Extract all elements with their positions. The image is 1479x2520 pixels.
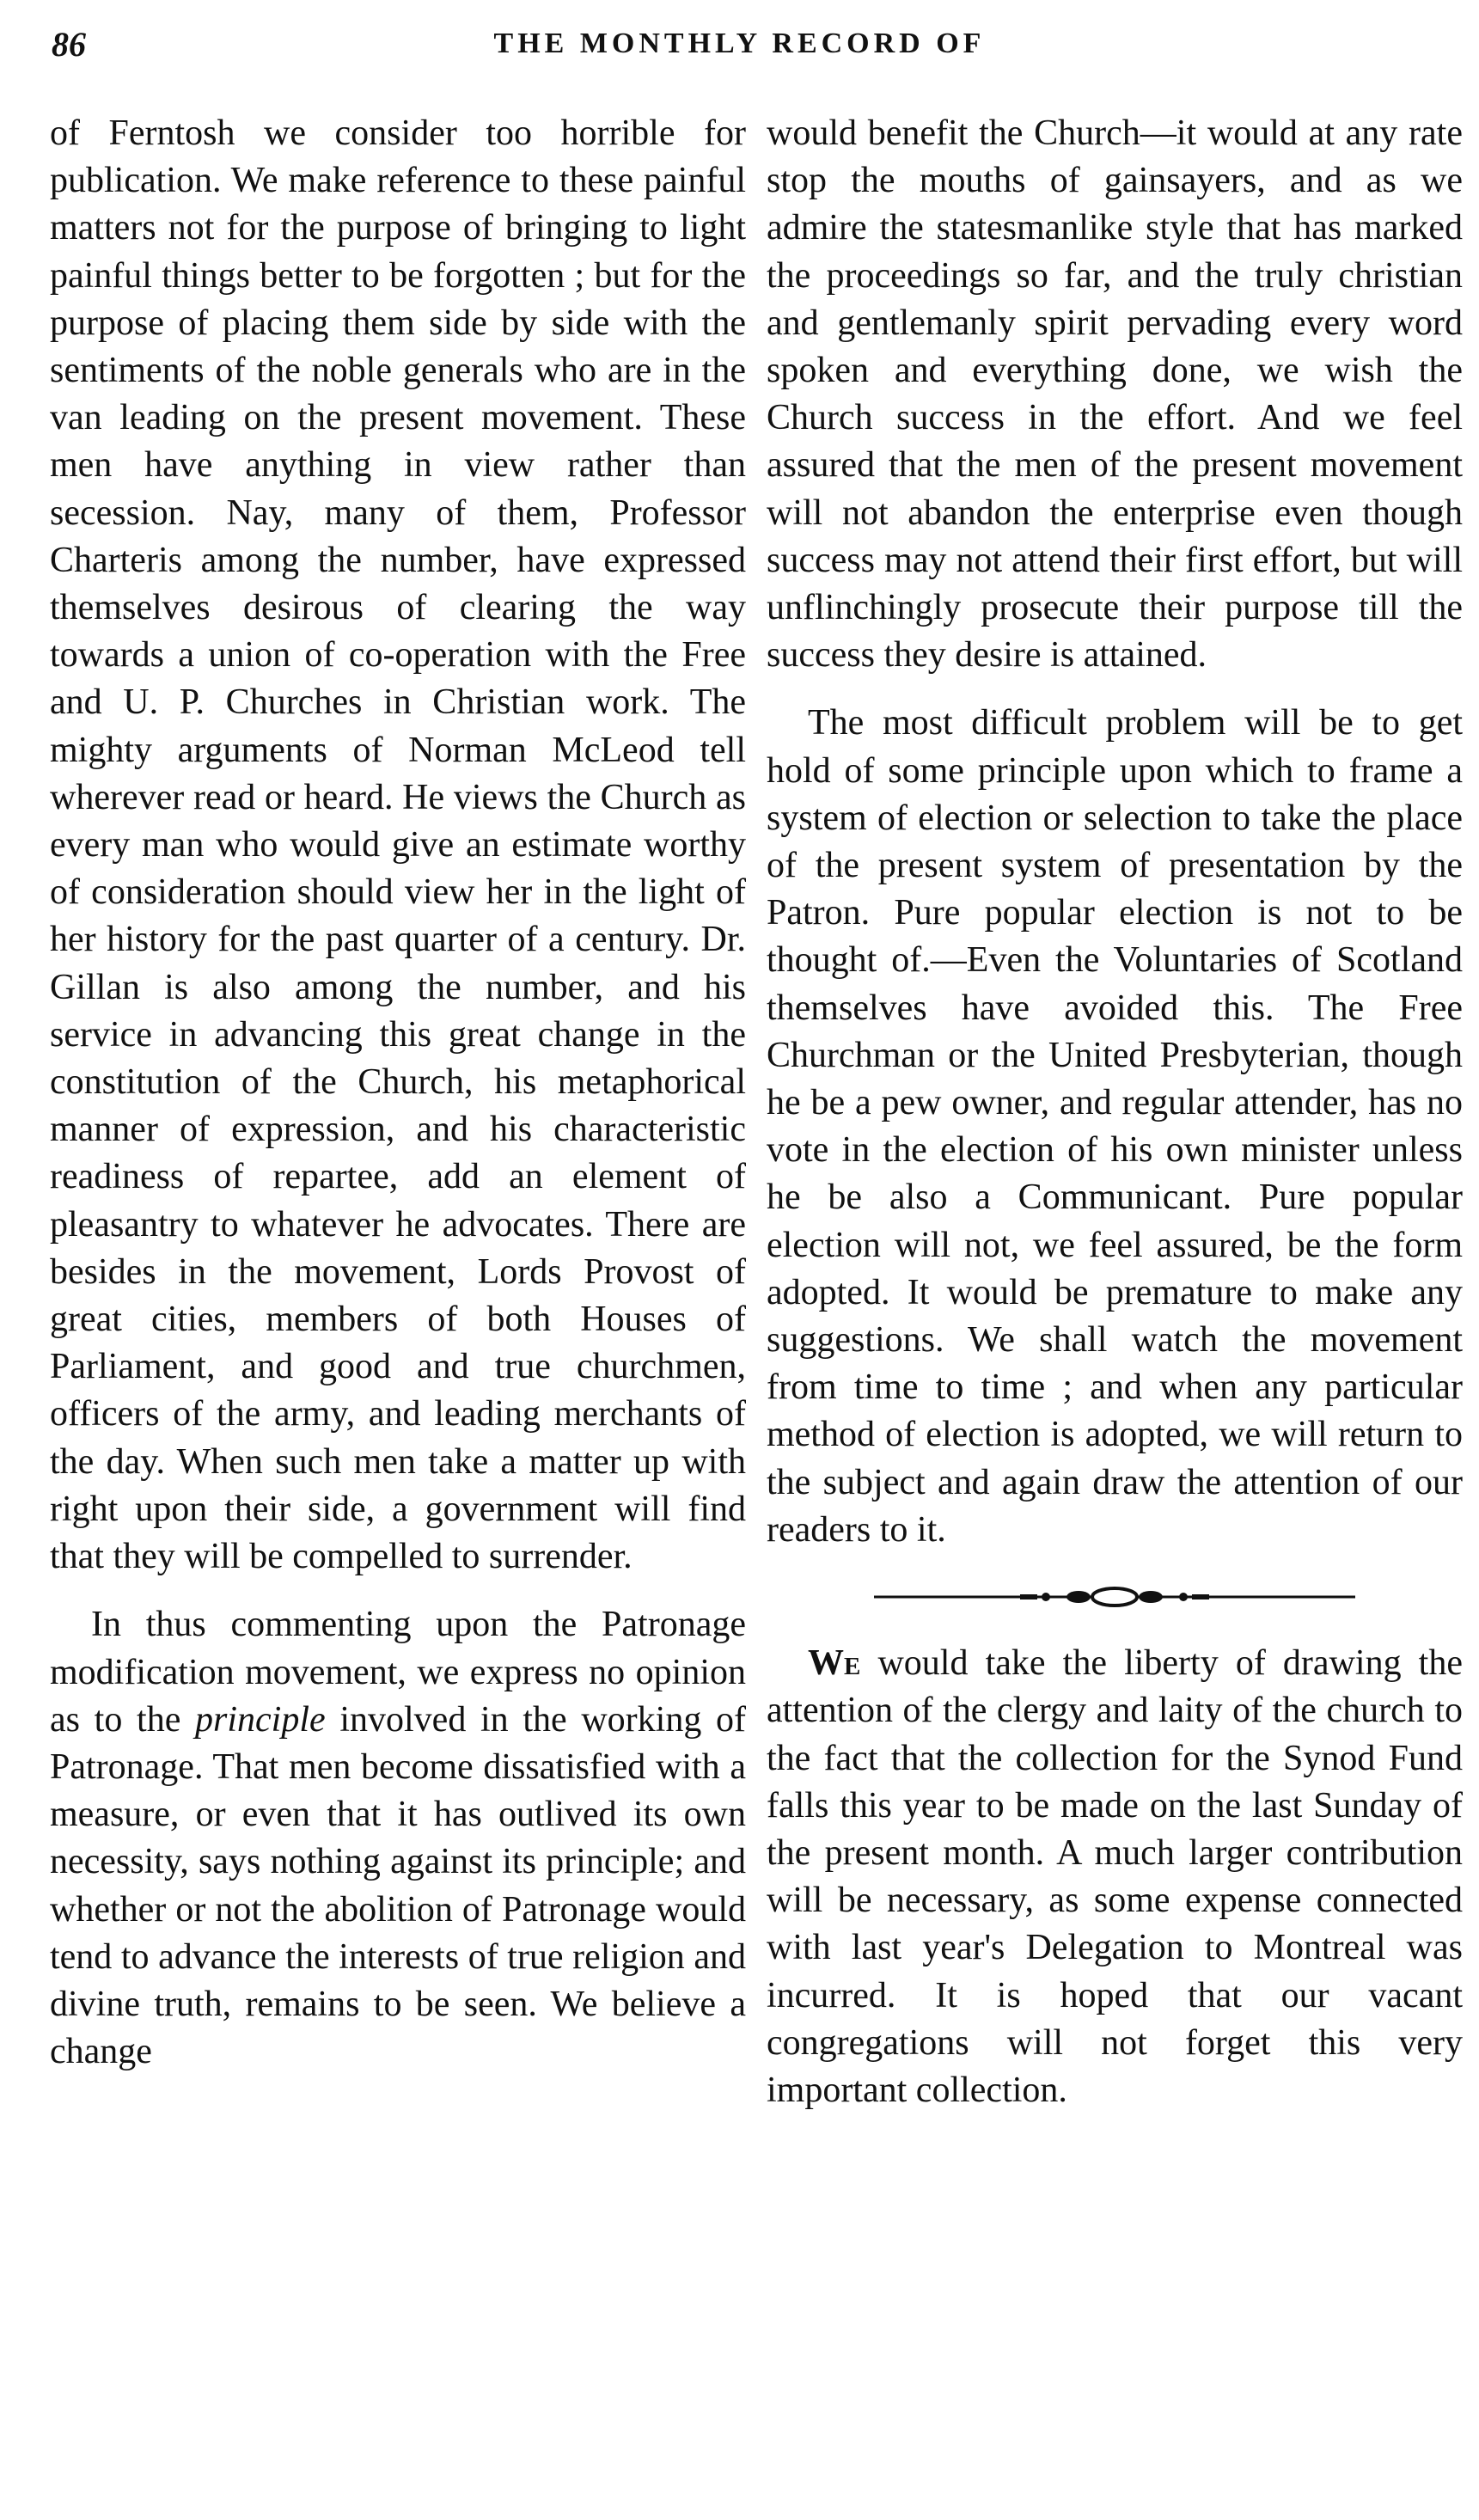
right-column <box>767 110 1463 2114</box>
running-head: THE MONTHLY RECORD OF <box>493 28 986 59</box>
page-number: 86 <box>52 25 86 64</box>
ornamental-rule-icon <box>874 1580 1355 1614</box>
left-paragraph-2 <box>50 1601 746 2076</box>
right-paragraph-1: would benefit the Church—it would at any rate stop the mouths of gainsayers, and as we admire the statesmanlike style that has marked the proceedings so far, and the truly christian and gentlemanly spirit pervading every word spoken and everything done, we wish the Church success in the effort. And we feel assured that the men of the present movement will not abandon the enterprise even though success may not attend their first effort, but will unflinchingly prosecute their purpose till the success they desire is attained. <box>767 113 1463 676</box>
left-paragraph-2-italic: principle <box>195 1699 326 1740</box>
right-paragraph-2: The most difficult problem will be to get hold of some principle upon which to frame a system of election or selection to take the place of the present system of presentation by the Patron. Pure popular election is not to be thought of.—Even the Voluntaries of Scotland themselves have avoided this. The Free Churchman or the United Presbyterian, though he be a pew owner, and regular attender, has no vote in the election of his own minister unless he be also a Communicant. Pure popular election will not, we feel assured, be the form adopted. It would be premature to make any suggestions. We shall watch the movement from time to time ; and when any particular method of election is adopted, we will return to the subject and again draw the attention of our readers to it. <box>767 703 1463 1550</box>
left-paragraph-2-text-a: In thus commenting upon the Patronage modification movement, we express no opinion as to the <box>50 1605 746 1740</box>
notice-body: would take the liberty of drawing the attention of the clergy and laity of the church to the fact that the collection for the Synod Fund falls this year to be made on the last Sunday of the present month. A much larger contribution will be necessary, as some expense connected with last year's Delegation to Montreal was incurred. It is hoped that our vacant congregations will not forget this very important collection. <box>767 1643 1463 2110</box>
left-paragraph-2-text-b: involved in the working of Patronage. That men become dissatisfied with a measure, or even that it has outlived its own necessity, says nothing against its principle; and whether or not the abolition of Patronage would tend to advance the interests of true religion and divine truth, remains to be seen. We believe a change <box>50 1699 746 2072</box>
notice-lead: We <box>808 1643 861 1684</box>
synod-fund-notice <box>767 1640 1463 2114</box>
page-header <box>52 24 1427 76</box>
left-paragraph-1: of Ferntosh we consider too horrible for publication. We make reference to these painful matters not for the purpose of bringing to light painful things better to be forgotten ; but for the purpose of placing them side by side with the sentiments of the noble generals who are in the van leading on the present movement. These men have anything in view rather than secession. Nay, many of them, Professor Charteris among the number, have expressed themselves desirous of clearing the way towards a union of co-operation with the Free and U. P. Churches in Christian work. The mighty arguments of Norman McLeod tell wherever read or heard. He views the Church as every man who would give an estimate worthy of consideration should view her in the light of her history for the past quarter of a century. Dr. Gillan is also among the number, and his service in advancing this great change in the constitution of the Church, his metaphorical manner of expression, and his characteristic readiness of repartee, add an element of pleasantry to whatever he advocates. There are besides in the movement, Lords Provost of great cities, members of both Houses of Parliament, and good and true churchmen, officers of the army, and leading merchants of the day. When such men take a matter up with right upon their side, a government will find that they will be compelled to surrender. <box>50 113 746 1577</box>
left-column <box>50 110 746 2076</box>
